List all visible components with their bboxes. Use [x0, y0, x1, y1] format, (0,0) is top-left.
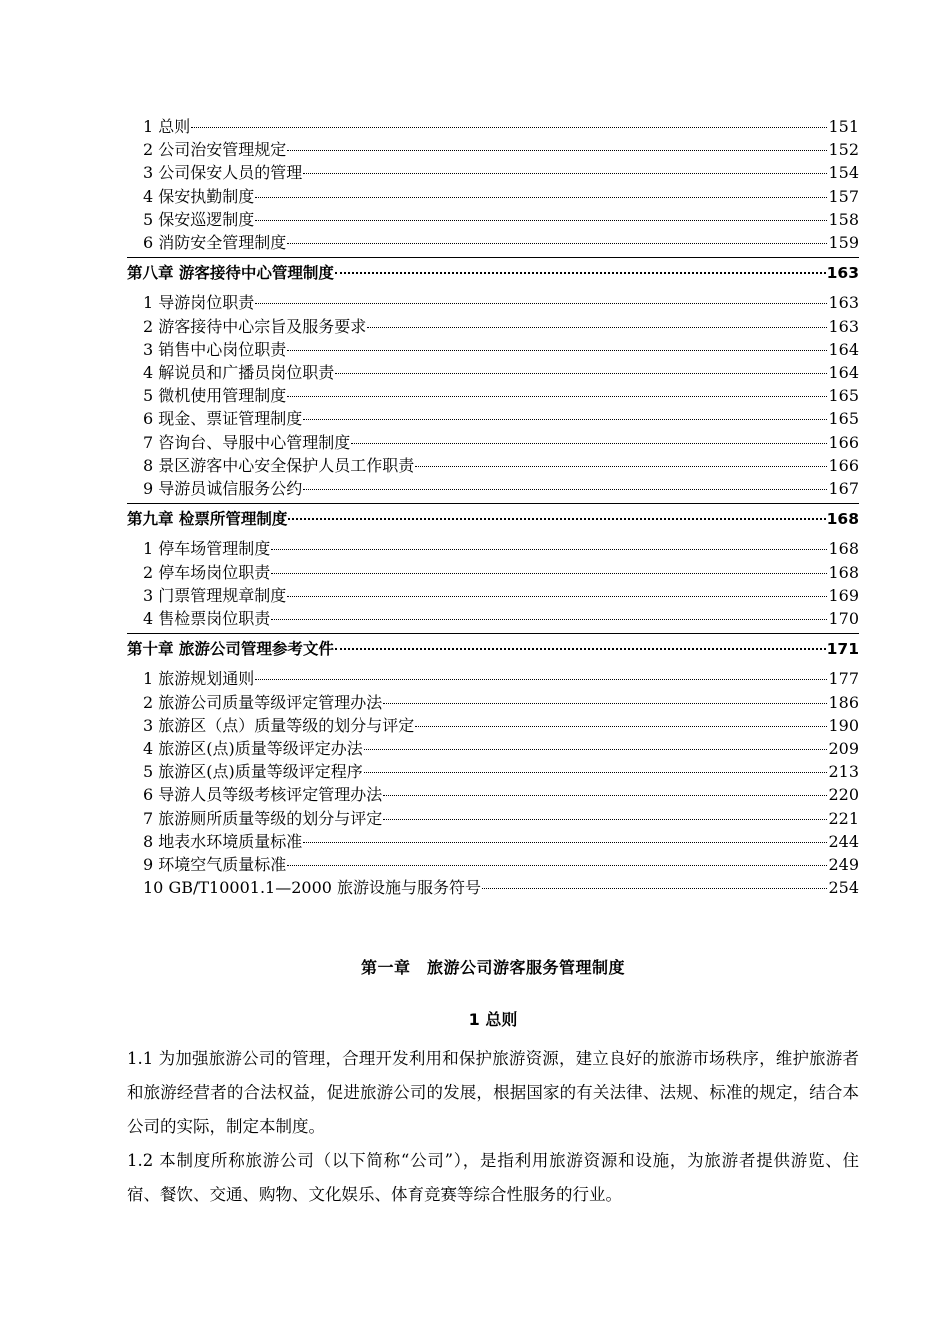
toc-leader-dots — [335, 272, 826, 274]
toc-leader-dots — [482, 888, 827, 889]
toc-entry-title: 4 旅游区(点)质量等级评定办法 — [143, 739, 363, 759]
toc-entry-page: 165 — [828, 386, 859, 406]
chapter-heading: 第一章 旅游公司游客服务管理制度 — [360, 958, 625, 977]
toc-entry-title: 3 销售中心岗位职责 — [143, 339, 287, 359]
toc-entry-page: 163 — [828, 293, 859, 313]
toc-leader-dots — [287, 150, 827, 151]
toc-leader-dots — [303, 419, 827, 420]
toc-entry[interactable] — [127, 607, 859, 630]
toc-entry-title: 6 现金、票证管理制度 — [143, 409, 303, 429]
toc-entry-title: 3 公司保安人员的管理 — [143, 163, 303, 183]
toc-leader-dots — [255, 220, 827, 221]
toc-group — [127, 667, 859, 899]
toc-leader-dots — [351, 443, 827, 444]
toc-entry[interactable] — [127, 361, 859, 384]
section-heading: 1 总则 — [468, 1010, 518, 1029]
toc-chapter-block — [127, 633, 859, 667]
toc-chapter-title: 第九章 检票所管理制度 — [127, 510, 288, 529]
toc-entry[interactable] — [127, 691, 859, 714]
toc-chapter-entry[interactable] — [127, 638, 859, 661]
toc-entry-page: 164 — [828, 339, 859, 359]
toc-entry-page: 158 — [828, 209, 859, 229]
toc-entry-page: 170 — [828, 609, 859, 629]
toc-chapter-page: 171 — [826, 640, 859, 659]
toc-leader-dots — [383, 819, 827, 820]
toc-leader-dots — [303, 842, 827, 843]
toc-entry[interactable] — [127, 807, 859, 830]
toc-entry[interactable] — [127, 853, 859, 876]
toc-entry-title: 1 停车场管理制度 — [143, 539, 271, 559]
toc-chapter-title: 第八章 游客接待中心管理制度 — [127, 264, 334, 283]
toc-entry-page: 209 — [828, 739, 859, 759]
toc-leader-dots — [287, 865, 827, 866]
body-paragraph: 1.1 为加强旅游公司的管理，合理开发利用和保护旅游资源，建立良好的旅游市场秩序，维护旅游者和旅游经营者的合法权益，促进旅游公司的发展，根据国家的有关法律、法规、标准的规定，结合本公司的实际，制定本制度。 — [127, 1049, 859, 1136]
toc-entry-page: 168 — [828, 562, 859, 582]
toc-leader-dots — [271, 549, 827, 550]
toc-leader-dots — [287, 243, 827, 244]
toc-entry[interactable] — [127, 384, 859, 407]
toc-entry[interactable] — [127, 667, 859, 690]
toc-entry-page: 190 — [828, 715, 859, 735]
toc-entry-title: 1 总则 — [143, 117, 191, 136]
toc-entry-page: 177 — [828, 669, 859, 689]
toc-leader-dots — [255, 679, 827, 680]
toc-chapter-block — [127, 503, 859, 537]
toc-entry-title: 7 咨询台、导服中心管理制度 — [143, 432, 351, 452]
toc-entry-page: 165 — [828, 409, 859, 429]
toc-entry-title: 8 地表水环境质量标准 — [143, 831, 303, 851]
toc-leader-dots — [335, 373, 827, 374]
toc-entry-page: 166 — [828, 455, 859, 475]
toc-entry-title: 9 环境空气质量标准 — [143, 855, 287, 875]
toc-entry-page: 157 — [828, 186, 859, 206]
toc-entry-title: 1 导游岗位职责 — [143, 293, 255, 313]
toc-entry-title: 6 消防安全管理制度 — [143, 233, 287, 253]
toc-group — [127, 291, 859, 500]
toc-leader-dots — [271, 619, 827, 620]
toc-chapter-title: 第十章 旅游公司管理参考文件 — [127, 640, 334, 659]
toc-entry[interactable] — [127, 537, 859, 560]
toc-entry-page: 154 — [828, 163, 859, 183]
toc-leader-dots — [383, 795, 827, 796]
toc-entry[interactable] — [127, 115, 859, 138]
toc-entry[interactable] — [127, 185, 859, 208]
toc-entry[interactable] — [127, 138, 859, 161]
toc-entry[interactable] — [127, 291, 859, 314]
toc-chapter-entry[interactable] — [127, 508, 859, 531]
toc-entry-title: 2 旅游公司质量等级评定管理办法 — [143, 692, 383, 712]
toc-chapter-page: 168 — [826, 510, 859, 529]
toc-entry-page: 166 — [828, 432, 859, 452]
toc-entry-page: 220 — [828, 785, 859, 805]
toc-entry-page: 221 — [828, 808, 859, 828]
toc-entry[interactable] — [127, 315, 859, 338]
toc-entry-page: 164 — [828, 363, 859, 383]
toc-entry-title: 3 旅游区（点）质量等级的划分与评定 — [143, 715, 415, 735]
toc-entry[interactable] — [127, 431, 859, 454]
toc-leader-dots — [191, 127, 827, 128]
toc-entry-page: 186 — [828, 692, 859, 712]
table-of-contents — [127, 115, 859, 900]
toc-entry[interactable] — [127, 161, 859, 184]
toc-leader-dots — [271, 573, 827, 574]
toc-leader-dots — [415, 726, 827, 727]
toc-group — [127, 537, 859, 630]
toc-entry-page: 249 — [828, 855, 859, 875]
toc-entry-page: 168 — [828, 539, 859, 559]
toc-entry[interactable] — [127, 407, 859, 430]
toc-entry-page: 163 — [828, 316, 859, 336]
toc-entry[interactable] — [127, 876, 859, 899]
toc-leader-dots — [364, 749, 828, 750]
toc-entry-page: 213 — [828, 762, 859, 782]
toc-entry-page: 151 — [828, 117, 859, 136]
toc-entry-title: 2 游客接待中心宗旨及服务要求 — [143, 316, 367, 336]
toc-leader-dots — [287, 596, 827, 597]
toc-entry-title: 4 保安执勤制度 — [143, 186, 255, 206]
toc-entry[interactable] — [127, 830, 859, 853]
toc-entry[interactable] — [127, 208, 859, 231]
toc-entry-title: 2 公司治安管理规定 — [143, 140, 287, 160]
toc-entry-title: 9 导游员诚信服务公约 — [143, 479, 303, 499]
toc-leader-dots — [367, 327, 827, 328]
toc-leader-dots — [415, 466, 827, 467]
toc-entry-title: 10 GB/T10001.1—2000 旅游设施与服务符号 — [143, 878, 482, 898]
toc-leader-dots — [335, 648, 826, 650]
toc-entry-title: 8 景区游客中心安全保护人员工作职责 — [143, 455, 415, 475]
toc-entry-title: 7 旅游厕所质量等级的划分与评定 — [143, 808, 383, 828]
toc-chapter-page: 163 — [826, 264, 859, 283]
toc-entry-page: 254 — [828, 878, 859, 898]
toc-group — [127, 115, 859, 254]
toc-entry[interactable] — [127, 760, 859, 783]
toc-entry[interactable] — [127, 477, 859, 500]
toc-entry-page: 244 — [828, 831, 859, 851]
toc-entry[interactable] — [127, 783, 859, 806]
toc-entry[interactable] — [127, 454, 859, 477]
toc-entry-page: 167 — [828, 479, 859, 499]
toc-leader-dots — [383, 703, 827, 704]
toc-leader-dots — [303, 173, 827, 174]
toc-leader-dots — [255, 197, 827, 198]
toc-entry-page: 152 — [828, 140, 859, 160]
toc-leader-dots — [255, 303, 827, 304]
toc-entry[interactable] — [127, 338, 859, 361]
toc-entry-title: 3 门票管理规章制度 — [143, 585, 287, 605]
toc-entry-title: 1 旅游规划通则 — [143, 669, 255, 689]
toc-entry[interactable] — [127, 584, 859, 607]
toc-entry[interactable] — [127, 714, 859, 737]
toc-leader-dots — [303, 489, 827, 490]
toc-entry-title: 6 导游人员等级考核评定管理办法 — [143, 785, 383, 805]
toc-entry[interactable] — [127, 561, 859, 584]
toc-entry-title: 5 旅游区(点)质量等级评定程序 — [143, 762, 363, 782]
toc-leader-dots — [287, 396, 827, 397]
body-paragraph: 1.2 本制度所称旅游公司（以下简称“公司”），是指利用旅游资源和设施，为旅游者提供游览、住宿、餐饮、交通、购物、文化娱乐、体育竞赛等综合性服务的行业。 — [127, 1151, 859, 1204]
toc-entry-title: 4 售检票岗位职责 — [143, 609, 271, 629]
toc-leader-dots — [287, 350, 827, 351]
toc-chapter-entry[interactable] — [127, 262, 859, 285]
toc-entry-title: 4 解说员和广播员岗位职责 — [143, 363, 335, 383]
toc-entry-title: 5 微机使用管理制度 — [143, 386, 287, 406]
toc-leader-dots — [288, 518, 825, 520]
toc-leader-dots — [364, 772, 828, 773]
toc-chapter-block — [127, 257, 859, 291]
toc-entry-title: 2 停车场岗位职责 — [143, 562, 271, 582]
toc-entry[interactable] — [127, 231, 859, 254]
document-body — [127, 955, 859, 1212]
toc-entry-title: 5 保安巡逻制度 — [143, 209, 255, 229]
toc-entry-page: 159 — [828, 233, 859, 253]
toc-entry[interactable] — [127, 737, 859, 760]
toc-entry-page: 169 — [828, 585, 859, 605]
